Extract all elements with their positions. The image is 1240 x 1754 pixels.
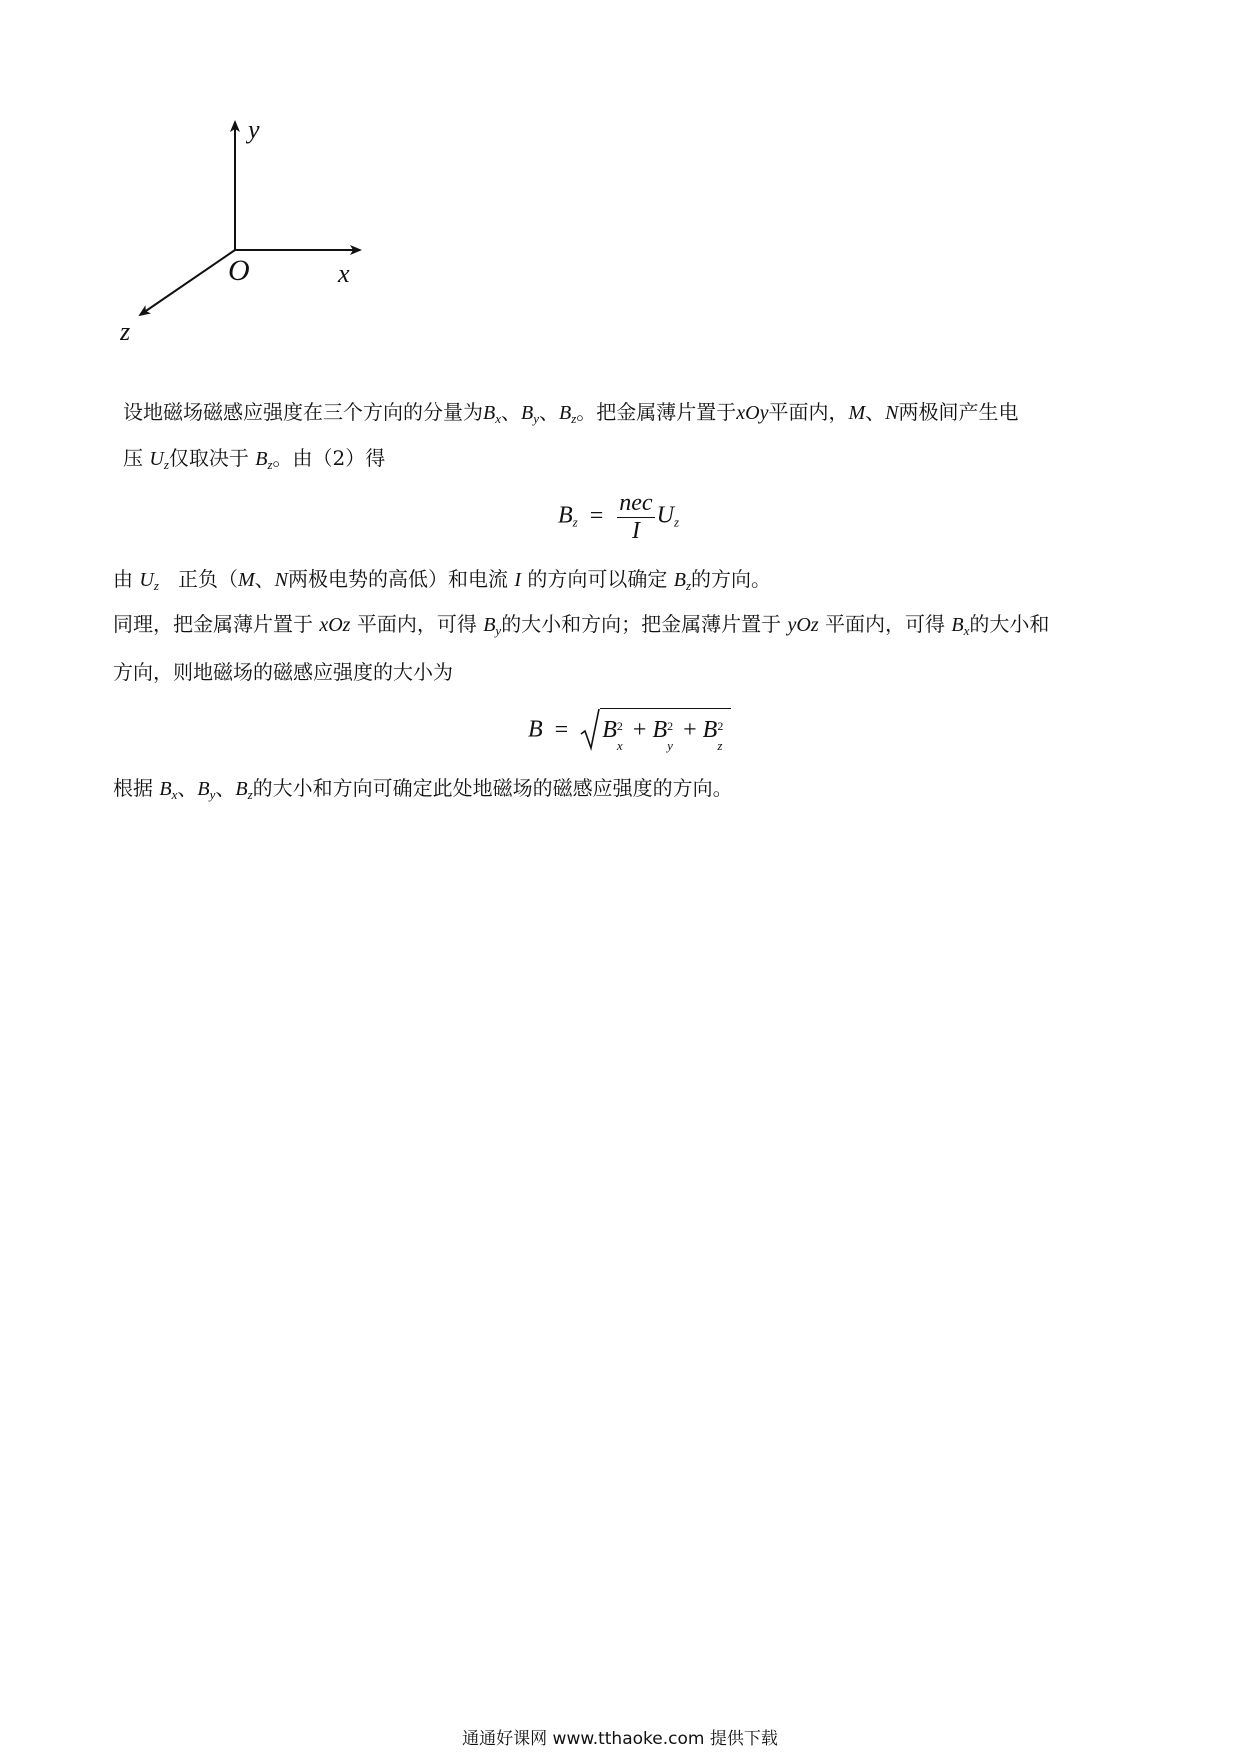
z-axis-line: [140, 250, 235, 315]
radical-sign-icon: [580, 708, 600, 752]
separator: 、: [177, 776, 198, 800]
plane-xOy: xOy: [736, 402, 769, 424]
equals-sign: =: [554, 716, 569, 743]
paragraph-components: [0, 400, 1240, 431]
paragraph-magnitude: [0, 660, 1240, 684]
text: 正负（: [177, 567, 238, 591]
eq-var-B: B: [602, 717, 617, 743]
text: 压: [123, 446, 143, 470]
sup-sub-x: [616, 719, 627, 754]
text: 两极间产生电: [898, 400, 1019, 424]
text: 平面内，: [768, 400, 849, 424]
var-U: U: [149, 448, 164, 470]
plane-xOz: xOz: [319, 614, 351, 636]
separator: 、: [254, 567, 275, 591]
text: 。由（2）得: [272, 446, 386, 470]
paragraph-voltage: [0, 446, 1240, 477]
fraction: [617, 490, 654, 544]
var-U: U: [139, 569, 154, 591]
equals-sign: =: [589, 502, 604, 529]
var-B: B: [235, 778, 248, 800]
eq-sub-z: z: [572, 514, 578, 530]
fraction-numerator: nec: [619, 490, 653, 516]
text: 设地磁场磁感应强度在三个方向的分量为: [123, 400, 483, 424]
sub-z: z: [685, 578, 691, 593]
text: 平面内，可得: [356, 612, 477, 636]
sub-y: y: [533, 411, 539, 426]
radicand: [600, 708, 731, 752]
plus-sign: +: [632, 717, 647, 743]
text: 的大小和方向；把金属薄片置于: [501, 612, 782, 636]
power-2: 2: [616, 719, 623, 734]
text: 根据: [113, 776, 153, 800]
eq-var-U: U: [656, 502, 674, 529]
text: 的大小和方向可确定此处地磁场的磁感应强度的方向。: [252, 776, 733, 800]
sub-z: z: [267, 457, 273, 472]
sup-sub-z: [717, 719, 727, 754]
sub-z: z: [163, 457, 169, 472]
paragraph-conclusion: [0, 776, 1240, 807]
power-2: 2: [717, 719, 724, 734]
power-2: 2: [667, 719, 674, 734]
eq-var-B: B: [528, 716, 543, 743]
paragraph-direction-bz: [0, 567, 1240, 598]
page-footer: 通通好课网 www.tthaoke.com 提供下载: [462, 1729, 778, 1749]
sub-z: z: [717, 738, 723, 754]
var-B: B: [483, 614, 496, 636]
eq-sub-z: z: [673, 514, 679, 530]
sub-z: z: [247, 787, 253, 802]
plane-yOz: yOz: [787, 614, 819, 636]
text: 的方向。: [691, 567, 771, 591]
var-B: B: [159, 778, 172, 800]
plus-sign: +: [683, 717, 697, 743]
fraction-denominator: I: [631, 518, 640, 544]
text: 两极电势的高低）和电流: [287, 567, 508, 591]
var-I: I: [514, 569, 521, 591]
z-axis-label: z: [120, 317, 131, 346]
sup-sub-y: [667, 719, 677, 754]
origin-label: O: [228, 254, 250, 287]
var-M: M: [237, 569, 255, 591]
separator: 、: [501, 400, 521, 424]
eq-var-B: B: [702, 717, 718, 743]
var-B: B: [197, 778, 210, 800]
equation-bz: [558, 490, 679, 544]
y-axis-label: y: [248, 120, 260, 144]
eq-var-B: B: [652, 717, 668, 743]
sub-y: y: [209, 787, 216, 802]
var-B: B: [559, 402, 572, 424]
eq-var-B: B: [558, 502, 573, 529]
text: 方向，则地磁场的磁感应强度的大小为: [113, 660, 453, 684]
sub-y: y: [495, 623, 502, 638]
coordinate-axes-diagram: [120, 120, 380, 350]
sub-x: x: [495, 411, 501, 426]
var-B: B: [673, 569, 686, 591]
paragraph-similarly: [0, 612, 1240, 643]
sub-x: x: [616, 738, 623, 754]
x-axis-label: x: [338, 259, 350, 288]
var-B: B: [483, 402, 496, 424]
sub-y: y: [667, 738, 673, 754]
text: 同理，把金属薄片置于: [113, 612, 313, 636]
text: 。把金属薄片置于: [576, 400, 737, 424]
equation-magnitude: [528, 708, 731, 752]
var-N: N: [885, 402, 899, 424]
separator: 、: [215, 776, 236, 800]
sub-x: x: [171, 787, 178, 802]
sub-x: x: [963, 623, 970, 638]
sub-z: z: [153, 578, 159, 593]
sub-z: z: [571, 411, 577, 426]
text: 平面内，可得: [825, 612, 946, 636]
text: 由: [113, 567, 133, 591]
separator: 、: [539, 400, 559, 424]
text: 仅取决于: [168, 446, 249, 470]
var-B: B: [255, 448, 268, 470]
square-root: [580, 708, 731, 752]
text: 的大小和: [969, 612, 1050, 636]
text: 的方向可以确定: [527, 567, 668, 591]
var-N: N: [274, 569, 288, 591]
var-B: B: [521, 402, 534, 424]
var-M: M: [848, 402, 866, 424]
var-B: B: [951, 614, 964, 636]
separator: 、: [865, 400, 886, 424]
